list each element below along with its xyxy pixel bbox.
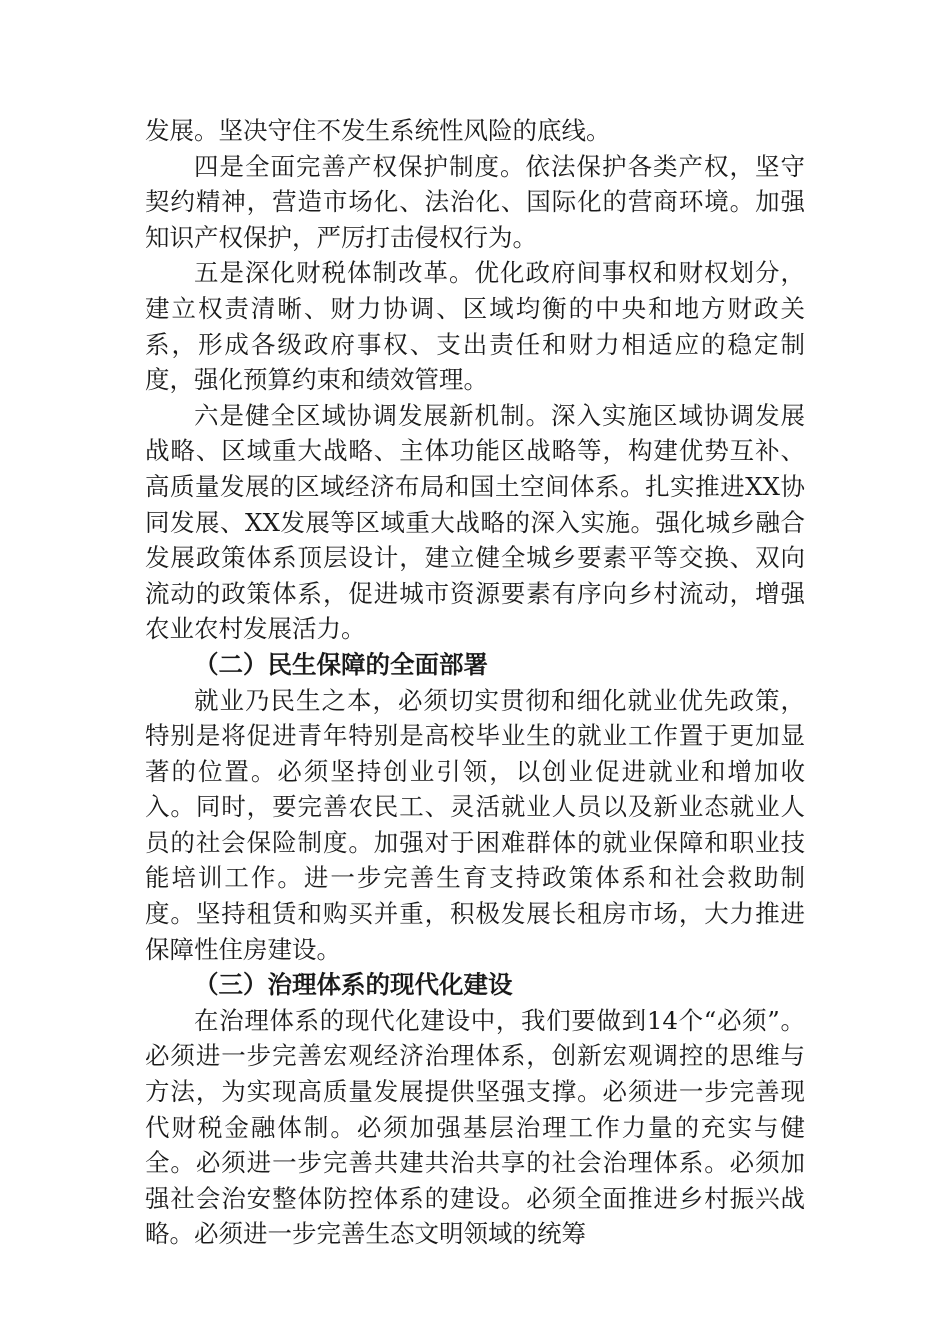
paragraph-employment: 就业乃民生之本，必须切实贯彻和细化就业优先政策，特别是将促进青年特别是高校毕业生的就业工作置于更加显著的位置。必须坚持创业引领，以创业促进就业和增加收入。同时，要完善农民工、灵活就业人员以及新业态就业人员的社会保险制度。加强对于困难群体的就业保障和职业技能培训工作。进一步完善生育支持政策体系和社会救助制度。坚持租赁和购买并重，积极发展长租房市场，大力推进保障性住房建设。 xyxy=(145,685,805,964)
paragraph-continuation: 发展。坚决守住不发生系统性风险的底线。 xyxy=(145,116,611,145)
section-heading-livelihood: （二）民生保障的全面部署 xyxy=(194,649,488,679)
paragraph-governance: 在治理体系的现代化建设中，我们要做到14个“必须”。必须进一步完善宏观经济治理体系，创新宏观调控的思维与方法，为实现高质量发展提供坚强支撑。必须进一步完善现代财税金融体制。必须加强基层治理工作力量的充实与健全。必须进一步完善共建共治共享的社会治理体系。必须加强社会治安整体防控体系的建设。必须全面推进乡村振兴战略。必须进一步完善生态文明领域的统筹 xyxy=(145,1005,805,1249)
section-heading-governance: （三）治理体系的现代化建设 xyxy=(194,970,513,1000)
document-body xyxy=(145,113,805,1252)
paragraph-regional-development: 六是健全区域协调发展新机制。深入实施区域协调发展战略、区域重大战略、主体功能区战略等，构建优势互补、高质量发展的区域经济布局和国土空间体系。扎实推进XX协同发展、XX发展等区域重大战略的深入实施。强化城乡融合发展政策体系顶层设计，建立健全城乡要素平等交换、双向流动的政策体系，促进城市资源要素有序向乡村流动，增强农业农村发展活力。 xyxy=(145,400,805,644)
paragraph-property-rights: 四是全面完善产权保护制度。依法保护各类产权，坚守契约精神，营造市场化、法治化、国际化的营商环境。加强知识产权保护，严厉打击侵权行为。 xyxy=(145,151,805,252)
paragraph-fiscal-reform: 五是深化财税体制改革。优化政府间事权和财权划分，建立权责清晰、财力协调、区域均衡的中央和地方财政关系，形成各级政府事权、支出责任和财力相适应的稳定制度，强化预算约束和绩效管理。 xyxy=(145,258,805,395)
